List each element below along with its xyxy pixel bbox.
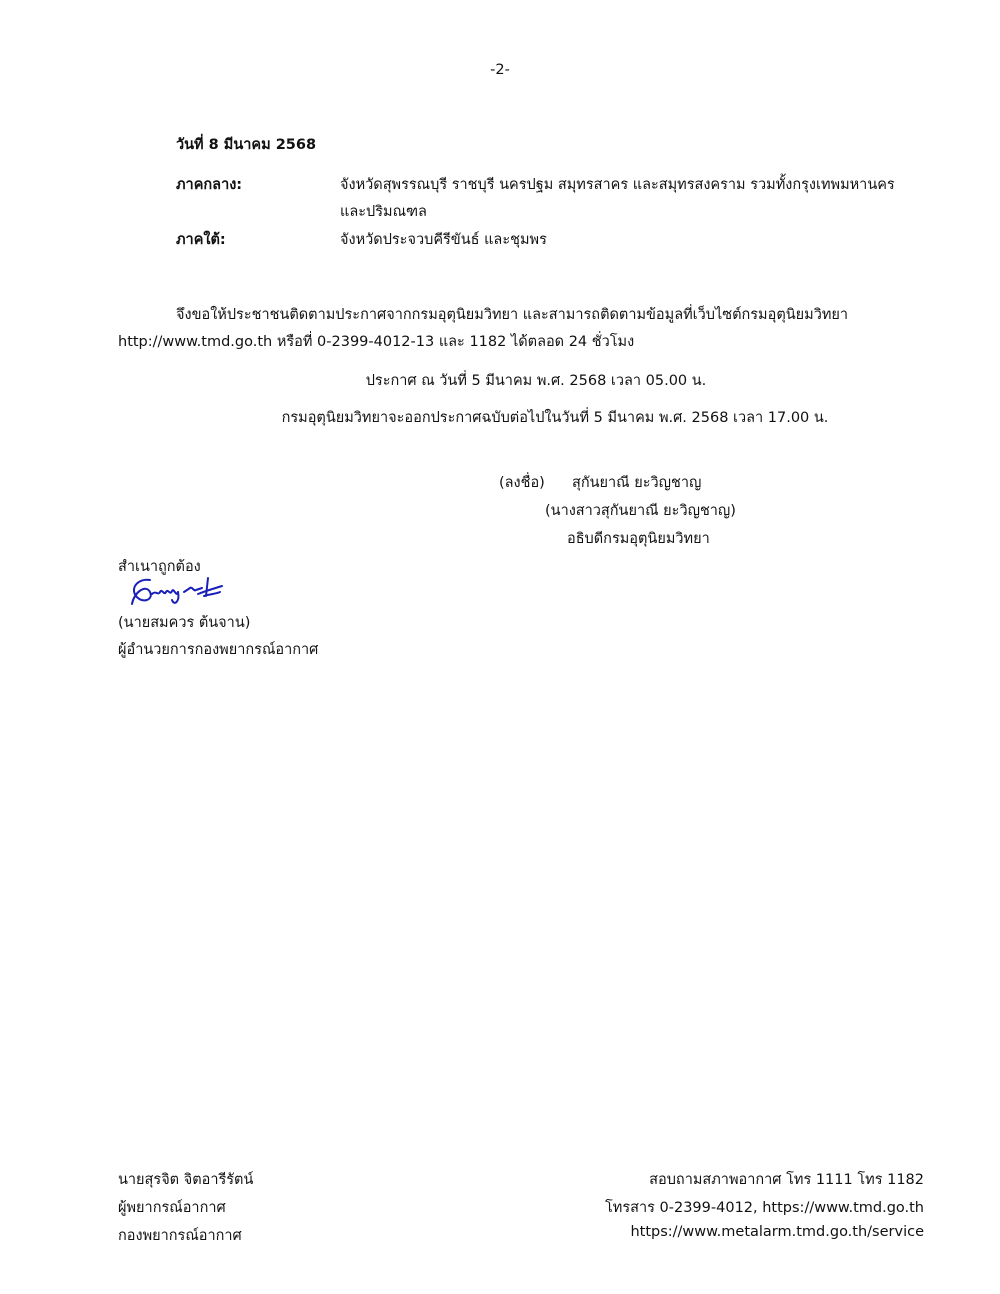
footer-left-line-1: นายสุรจิต จิตอารีรัตน์ (118, 1172, 254, 1188)
signatory-prefix: (ลงชื่อ) (499, 475, 545, 491)
body-paragraph-line-1: จึงขอให้ประชาชนติดตามประกาศจากกรมอุตุนิยมวิทยา และสามารถติดตามข้อมูลที่เว็บไซต์กรมอุตุนิยมวิทยา (176, 307, 849, 323)
body-paragraph-line-2: http://www.tmd.go.th หรือที่ 0-2399-4012-13 และ 1182 ได้ตลอด 24 ชั่วโมง (118, 334, 635, 350)
page-number: -2- (490, 62, 510, 78)
footer-right-line-3: https://www.metalarm.tmd.go.th/service (630, 1224, 924, 1240)
handwritten-signature (128, 574, 228, 610)
region-label-central: ภาคกลาง: (176, 177, 243, 193)
signatory-position: อธิบดีกรมอุตุนิยมวิทยา (567, 531, 710, 547)
certified-copy-name: (นายสมควร ต้นจาน) (118, 615, 251, 631)
region-text-central-line-1: จังหวัดสุพรรณบุรี ราชบุรี นครปฐม สมุทรสาคร และสมุทรสงคราม รวมทั้งกรุงเทพมหานคร (340, 177, 895, 193)
certified-copy-label: สำเนาถูกต้อง (118, 559, 201, 575)
region-text-south-line-1: จังหวัดประจวบคีรีขันธ์ และชุมพร (340, 232, 547, 248)
announcement-issued: ประกาศ ณ วันที่ 5 มีนาคม พ.ศ. 2568 เวลา 05.00 น. (365, 373, 707, 389)
region-text-central-line-2: และปริมณฑล (340, 204, 427, 220)
signatory-signed-name: สุกันยาณี ยะวิญชาญ (572, 475, 702, 491)
signatory-full-name: (นางสาวสุกันยาณี ยะวิญชาญ) (545, 503, 736, 519)
footer-left-line-3: กองพยากรณ์อากาศ (118, 1228, 242, 1244)
footer-left-line-2: ผู้พยากรณ์อากาศ (118, 1200, 226, 1216)
footer-right-line-2: โทรสาร 0-2399-4012, https://www.tmd.go.th (605, 1200, 924, 1216)
date-heading: วันที่ 8 มีนาคม 2568 (176, 137, 317, 153)
footer-right-line-1: สอบถามสภาพอากาศ โทร 1111 โทร 1182 (649, 1172, 924, 1188)
region-label-south: ภาคใต้: (176, 232, 226, 248)
certified-copy-position: ผู้อำนวยการกองพยากรณ์อากาศ (118, 642, 319, 658)
announcement-next: กรมอุตุนิยมวิทยาจะออกประกาศฉบับต่อไปในวันที่ 5 มีนาคม พ.ศ. 2568 เวลา 17.00 น. (281, 410, 829, 426)
